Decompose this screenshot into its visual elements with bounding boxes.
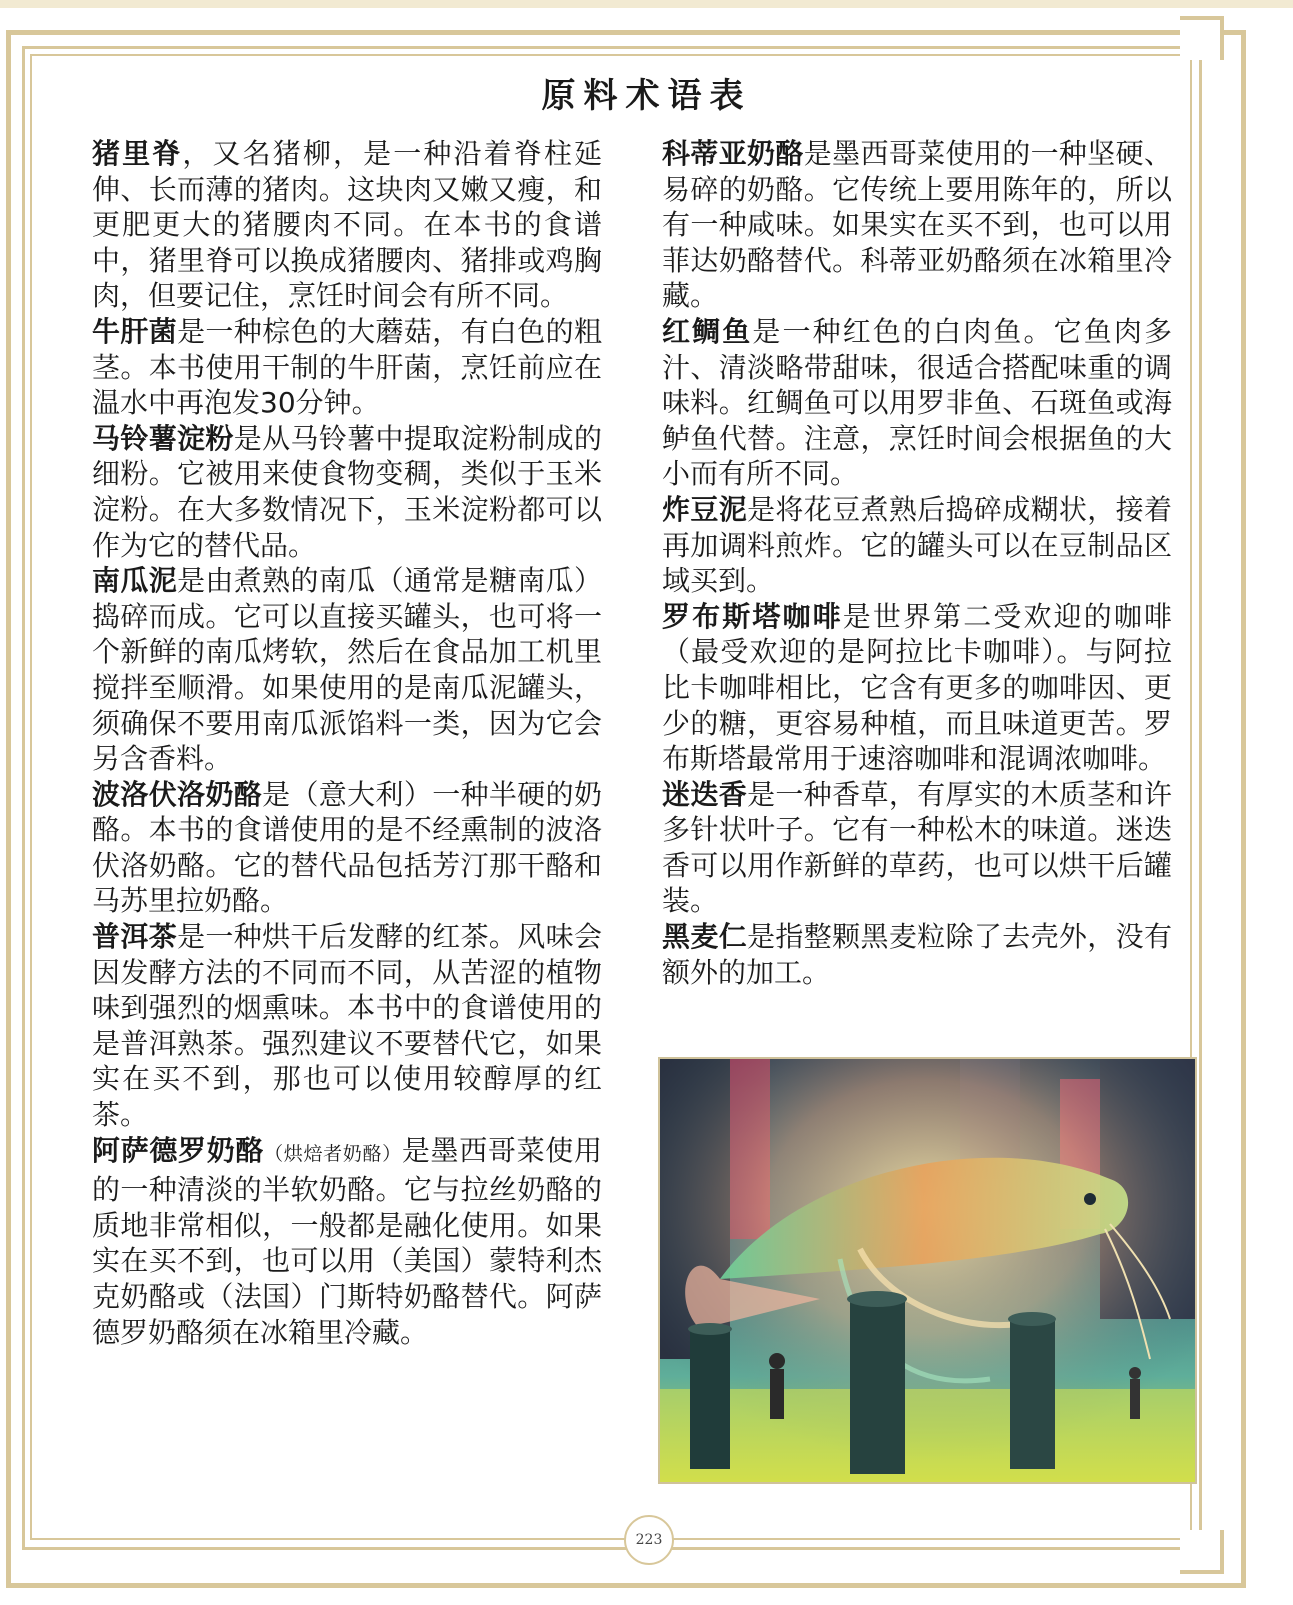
entry-term: 红鲷鱼 — [662, 314, 753, 348]
glossary-entry — [662, 919, 1172, 990]
entry-text: 是从马铃薯中提取淀粉制成的细粉。它被用来使食物变稠，类似于玉米淀粉。在大多数情况下，玉米淀粉都可以作为它的替代品。 — [92, 421, 602, 562]
entry-text: 是墨西哥菜使用的一种坚硬、易碎的奶酪。它传统上要用陈年的，所以有一种咸味。如果实在买不到，也可以用菲达奶酪替代。科蒂亚奶酪须在冰箱里冷藏。 — [662, 137, 1172, 313]
entry-term: 猪里脊 — [92, 137, 183, 170]
glossary-entry — [92, 563, 602, 777]
glossary-entry — [92, 1133, 602, 1351]
illustration-svg — [660, 1059, 1195, 1482]
top-edge — [0, 0, 1293, 8]
entry-text: 是由煮熟的南瓜（通常是糖南瓜）捣碎而成。它可以直接买罐头，也可将一个新鲜的南瓜烤软，然后在食品加工机里搅拌至顺滑。如果使用的是南瓜泥罐头，须确保不要用南瓜派馅料一类，因为它会另含香料。 — [92, 564, 602, 776]
illustration-fish-city — [658, 1057, 1197, 1484]
entry-term: 阿萨德罗奶酪 — [92, 1133, 265, 1167]
left-column — [92, 136, 602, 1350]
glossary-entry — [662, 777, 1172, 919]
right-column — [662, 136, 1172, 990]
glossary-entry — [662, 136, 1172, 314]
entry-term: 南瓜泥 — [92, 564, 178, 598]
frame-corner-top-right — [1180, 16, 1224, 60]
glossary-entry — [92, 314, 602, 421]
glossary-entry — [662, 492, 1172, 599]
entry-term: 普洱茶 — [92, 920, 178, 954]
entry-term: 牛肝菌 — [92, 314, 178, 348]
glossary-entry — [662, 314, 1172, 492]
entry-term: 黑麦仁 — [662, 920, 748, 954]
page-number: 223 — [624, 1515, 674, 1565]
entry-term: 炸豆泥 — [662, 492, 748, 526]
entry-text: 是一种烘干后发酵的红茶。风味会因发酵方法的不同而不同，从苦涩的植物味到强烈的烟熏味。本书中的食谱使用的是普洱熟茶。强烈建议不要替代它，如果实在买不到，那也可以使用较醇厚的红茶。 — [92, 920, 602, 1132]
entry-text: 是世界第二受欢迎的咖啡（最受欢迎的是阿拉比卡咖啡）。与阿拉比卡咖啡相比，它含有更多的咖啡因、更少的糖，更容易种植，而且味道更苦。罗布斯塔最常用于速溶咖啡和混调浓咖啡。 — [662, 599, 1172, 776]
entry-text: 是指整颗黑麦粒除了去壳外，没有额外的加工。 — [662, 920, 1172, 989]
entry-term: 迷迭香 — [662, 777, 748, 811]
entry-term: 马铃薯淀粉 — [92, 421, 234, 455]
entry-text: 是将花豆煮熟后捣碎成糊状，接着再加调料煎炸。它的罐头可以在豆制品区域买到。 — [662, 492, 1172, 598]
entry-text: 是（意大利）一种半硬的奶酪。本书的食谱使用的是不经熏制的波洛伏洛奶酪。它的替代品包括芳汀那干酪和马苏里拉奶酪。 — [92, 777, 602, 918]
glossary-entry — [92, 421, 602, 563]
glossary-entry — [92, 919, 602, 1133]
entry-text: ，又名猪柳，是一种沿着脊柱延伸、长而薄的猪肉。这块肉又嫩又瘦，和更肥更大的猪腰肉不同。在本书的食谱中，猪里脊可以换成猪腰肉、猪排或鸡胸肉，但要记住，烹饪时间会有所不同。 — [92, 137, 602, 313]
page-title: 原料术语表 — [541, 76, 752, 116]
entry-text: 是一种红色的白肉鱼。它鱼肉多汁、清淡略带甜味，很适合搭配味重的调味料。红鲷鱼可以用罗非鱼、石斑鱼或海鲈鱼代替。注意，烹饪时间会根据鱼的大小而有所不同。 — [662, 314, 1172, 491]
glossary-entry — [662, 599, 1172, 777]
entry-term: 波洛伏洛奶酪 — [92, 777, 263, 811]
entry-term: 科蒂亚奶酪 — [662, 137, 804, 170]
entry-text: 是一种棕色的大蘑菇，有白色的粗茎。本书使用干制的牛肝菌，烹饪前应在温水中再泡发30分钟。 — [92, 314, 602, 420]
glossary-entry — [92, 136, 602, 314]
entry-text: 是墨西哥菜使用的一种清淡的半软奶酪。它与拉丝奶酪的质地非常相似，一般都是融化使用。如果实在买不到，也可以用（美国）蒙特利杰克奶酪或（法国）门斯特奶酪替代。阿萨德罗奶酪须在冰箱里冷藏。 — [92, 1133, 602, 1349]
glossary-entry — [92, 777, 602, 919]
entry-term: 罗布斯塔咖啡 — [662, 599, 843, 633]
entry-note: （烘焙者奶酪） — [264, 1142, 402, 1165]
frame-corner-bottom-right — [1180, 1530, 1224, 1574]
entry-text: 是一种香草，有厚实的木质茎和许多针状叶子。它有一种松木的味道。迷迭香可以用作新鲜的草药，也可以烘干后罐装。 — [662, 777, 1172, 918]
